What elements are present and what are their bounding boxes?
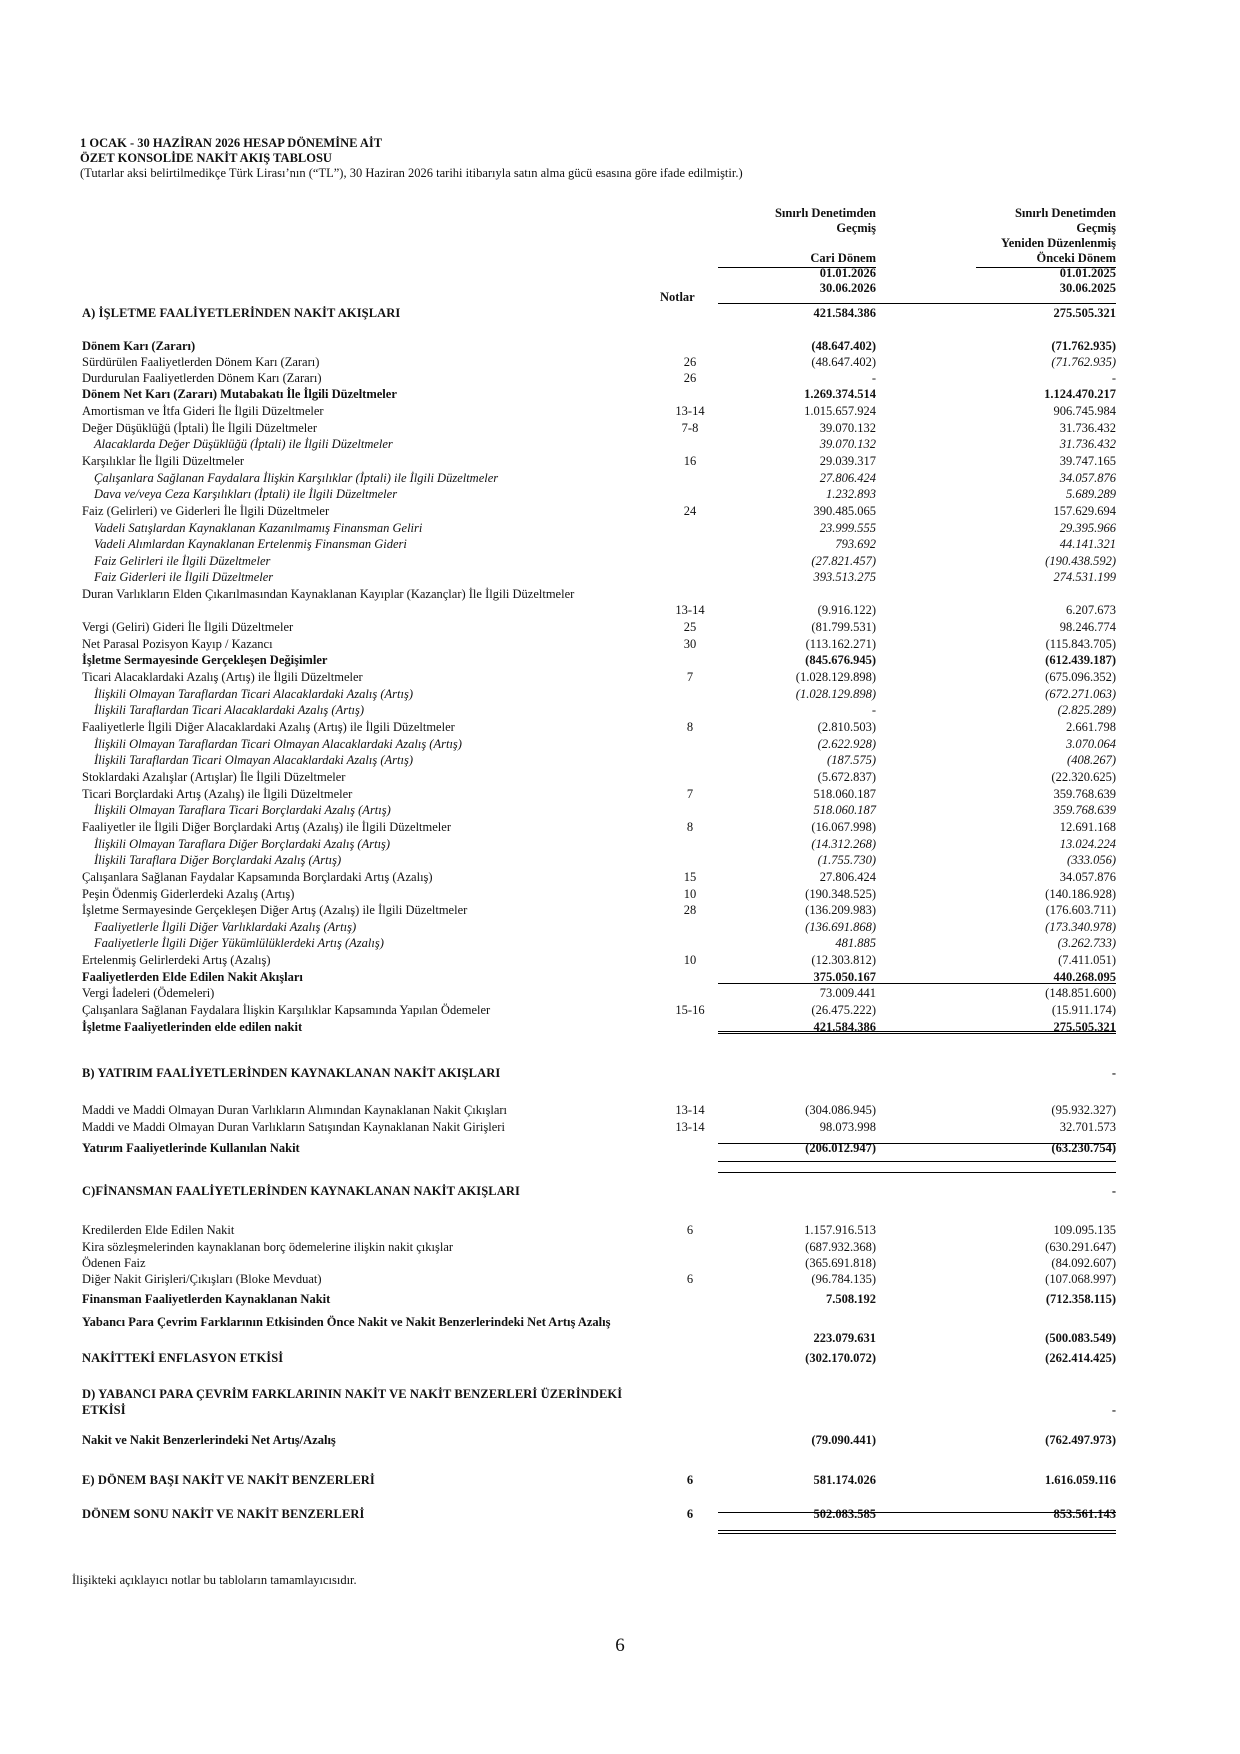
table-row	[0, 420, 1240, 436]
row-label: Stoklardaki Azalışlar (Artışlar) İle İlgili Düzeltmeler	[82, 770, 346, 784]
row-previous-value: (71.762.935)	[1051, 355, 1116, 369]
row-current-value: (1.028.129.898)	[795, 687, 876, 701]
table-row	[0, 869, 1240, 885]
header-period: 1 OCAK - 30 HAZİRAN 2026 HESAP DÖNEMİNE AİT	[80, 136, 383, 150]
row-current-value: (81.799.531)	[811, 620, 876, 634]
table-row	[0, 1222, 1240, 1238]
row-current-value: (12.303.812)	[811, 953, 876, 967]
current-period-label: Cari Dönem	[810, 251, 876, 265]
row-current-value: (79.090.441)	[811, 1433, 876, 1447]
row-previous-value: (712.358.115)	[1045, 1292, 1116, 1306]
row-label: Alacaklarda Değer Düşüklüğü (İptali) ile İlgili Düzeltmeler	[94, 437, 393, 451]
row-current-value: 1.269.374.514	[804, 387, 876, 401]
table-row	[0, 1255, 1240, 1271]
investing-rule-bottom-2	[718, 1172, 1116, 1173]
row-label: E) DÖNEM BAŞI NAKİT VE NAKİT BENZERLERİ	[82, 1473, 375, 1487]
row-note: 24	[683, 504, 697, 518]
row-current-value: (187.575)	[827, 753, 876, 767]
row-label: Ödenen Faiz	[82, 1256, 146, 1270]
row-label: Faaliyetlerle İlgili Diğer Yükümlülüklerdeki Artış (Azalış)	[94, 936, 384, 950]
row-label: Sürdürülen Faaliyetlerden Dönem Karı (Zararı)	[82, 355, 320, 369]
row-note: 15	[683, 870, 697, 884]
row-note: 26	[683, 355, 697, 369]
row-note: 13-14	[675, 603, 705, 617]
table-row	[0, 354, 1240, 370]
row-label: İlişkili Taraflardan Ticari Olmayan Alacaklardaki Azalış (Artış)	[94, 753, 413, 767]
row-note: 6	[686, 1507, 694, 1521]
row-label: Durdurulan Faaliyetlerden Dönem Karı (Zararı)	[82, 371, 322, 385]
row-current-value: (2.810.503)	[817, 720, 876, 734]
row-previous-value: (262.414.425)	[1045, 1351, 1116, 1365]
row-current-value: 39.070.132	[819, 421, 876, 435]
row-label: Finansman Faaliyetlerden Kaynaklanan Nakit	[82, 1292, 331, 1306]
table-row	[0, 1291, 1240, 1307]
row-label: Ertelenmiş Gelirlerdeki Artış (Azalış)	[82, 953, 271, 967]
table-row	[0, 1183, 1240, 1199]
row-current-value: 23.999.555	[819, 521, 876, 535]
page-number: 6	[615, 1635, 625, 1656]
closing-rule-bottom-2	[718, 1533, 1116, 1534]
table-row	[0, 403, 1240, 419]
row-label: İşletme Sermayesinde Gerçekleşen Diğer Artış (Azalış) ile İlgili Düzeltmeler	[82, 903, 468, 917]
row-label: Yatırım Faaliyetlerinde Kullanılan Nakit	[82, 1141, 300, 1155]
row-label: Duran Varlıkların Elden Çıkarılmasından Kaynaklanan Kayıplar (Kazançlar) İle İlgili Düzeltmeler	[82, 587, 575, 601]
row-current-value: 1.015.657.924	[804, 404, 876, 418]
table-row	[0, 1506, 1240, 1522]
row-previous-value: 98.246.774	[1059, 620, 1116, 634]
row-note: 7	[686, 670, 694, 684]
row-current-value: 29.039.317	[819, 454, 876, 468]
row-label: Vergi (Geliri) Gideri İle İlgili Düzeltmeler	[82, 620, 294, 634]
row-current-value: 27.806.424	[819, 870, 876, 884]
table-row	[0, 802, 1240, 818]
row-previous-value: 109.095.135	[1053, 1223, 1116, 1237]
row-current-value: (302.170.072)	[805, 1351, 876, 1365]
row-current-value: (1.755.730)	[817, 853, 876, 867]
table-row	[0, 536, 1240, 552]
row-previous-value: (84.092.607)	[1051, 1256, 1116, 1270]
table-row	[0, 702, 1240, 718]
row-previous-value: (2.825.289)	[1057, 703, 1116, 717]
row-previous-value: (612.439.187)	[1045, 653, 1116, 667]
row-previous-value: (500.083.549)	[1045, 1331, 1116, 1345]
table-row	[0, 1472, 1240, 1488]
row-previous-value: (333.056)	[1067, 853, 1116, 867]
row-previous-value: 6.207.673	[1066, 603, 1116, 617]
row-previous-value: (107.068.997)	[1045, 1272, 1116, 1286]
current-audit-line2: Geçmiş	[836, 221, 876, 235]
notes-column-header: Notlar	[660, 290, 695, 304]
row-note: 10	[683, 887, 697, 901]
row-current-value: 39.070.132	[819, 437, 876, 451]
table-row	[0, 386, 1240, 402]
table-row	[0, 1119, 1240, 1135]
subtotal-rule	[718, 983, 1116, 984]
row-current-value: (304.086.945)	[805, 1103, 876, 1117]
row-current-value: (113.162.271)	[805, 637, 876, 651]
row-current-value: (365.691.818)	[805, 1256, 876, 1270]
row-previous-value: (95.932.327)	[1051, 1103, 1116, 1117]
row-label: Kredilerden Elde Edilen Nakit	[82, 1223, 235, 1237]
row-label: İlişkili Olmayan Taraflardan Ticari Olmayan Alacaklardaki Azalış (Artış)	[94, 737, 462, 751]
row-label: Çalışanlara Sağlanan Faydalara İlişkin Karşılıklar Kapsamında Yapılan Ödemeler	[82, 1003, 491, 1017]
row-label: Faaliyetler ile İlgili Diğer Borçlardaki Artış (Azalış) ile İlgili Düzeltmeler	[82, 820, 451, 834]
row-current-value: 393.513.275	[813, 570, 876, 584]
row-current-value: 793.692	[835, 537, 876, 551]
row-previous-value: (762.497.973)	[1045, 1433, 1116, 1447]
row-previous-value: 31.736.432	[1059, 421, 1116, 435]
row-note: 16	[683, 454, 697, 468]
row-current-value: -	[871, 371, 876, 385]
row-previous-value: 44.141.321	[1059, 537, 1116, 551]
row-label: Faaliyetlerden Elde Edilen Nakit Akışları	[82, 970, 303, 984]
row-label: C)FİNANSMAN FAALİYETLERİNDEN KAYNAKLANAN NAKİT AKIŞLARI	[82, 1184, 520, 1198]
row-current-value: (206.012.947)	[805, 1141, 876, 1155]
investing-rule-top	[718, 1143, 1116, 1144]
row-label: Değer Düşüklüğü (İptali) İle İlgili Düzeltmeler	[82, 421, 317, 435]
row-note: 28	[683, 903, 697, 917]
row-label: İlişkili Olmayan Taraflara Ticari Borçlardaki Azalış (Artış)	[94, 803, 391, 817]
previous-period-start: 01.01.2025	[1059, 266, 1116, 280]
row-previous-value: 275.505.321	[1053, 306, 1116, 320]
row-current-value: (1.028.129.898)	[795, 670, 876, 684]
row-label: Peşin Ödenmiş Giderlerdeki Azalış (Artış)	[82, 887, 295, 901]
row-previous-value: (148.851.600)	[1045, 986, 1116, 1000]
header-title: ÖZET KONSOLİDE NAKİT AKIŞ TABLOSU	[80, 151, 332, 165]
row-current-value: (845.676.945)	[805, 653, 876, 667]
row-current-value: (16.067.998)	[811, 820, 876, 834]
row-previous-value: -	[1111, 1403, 1116, 1417]
table-row	[0, 1350, 1240, 1366]
table-row	[0, 836, 1240, 852]
row-previous-value: 274.531.199	[1053, 570, 1116, 584]
table-row	[0, 719, 1240, 735]
row-label: Yabancı Para Çevrim Farklarının Etkisinden Önce Nakit ve Nakit Benzerlerindeki Net Artış Azalış	[82, 1315, 611, 1329]
row-note: 6	[686, 1223, 694, 1237]
row-current-value: 421.584.386	[813, 1020, 876, 1034]
table-row	[0, 553, 1240, 569]
row-previous-value: 31.736.432	[1059, 437, 1116, 451]
table-row	[0, 652, 1240, 668]
row-label: Vadeli Satışlardan Kaynaklanan Kazanılmamış Finansman Geliri	[94, 521, 423, 535]
row-previous-value: (672.271.063)	[1045, 687, 1116, 701]
row-previous-value: 29.395.966	[1059, 521, 1116, 535]
row-current-value: 98.073.998	[819, 1120, 876, 1134]
table-row	[0, 619, 1240, 635]
row-previous-value: (22.320.625)	[1051, 770, 1116, 784]
table-row	[0, 919, 1240, 935]
row-current-value: 223.079.631	[813, 1331, 876, 1345]
header-note: (Tutarlar aksi belirtilmedikçe Türk Lirası’nın (“TL”), 30 Haziran 2026 tarihi itibarıyla satın alma gücü esasına göre ifade edilmiştir.)	[80, 166, 743, 180]
row-previous-value: 39.747.165	[1059, 454, 1116, 468]
row-label: D) YABANCI PARA ÇEVRİM FARKLARININ NAKİT VE NAKİT BENZERLERİ ÜZERİNDEKİ ETKİSİ	[82, 1387, 623, 1417]
table-row	[0, 569, 1240, 585]
row-note: 7-8	[681, 421, 699, 435]
table-row	[0, 1102, 1240, 1118]
row-previous-value: (71.762.935)	[1051, 339, 1116, 353]
row-previous-value: 12.691.168	[1059, 820, 1116, 834]
row-note: 13-14	[675, 404, 705, 418]
row-current-value: (9.916.122)	[817, 603, 876, 617]
row-label: NAKİTTEKİ ENFLASYON ETKİSİ	[82, 1351, 284, 1365]
row-label: Çalışanlara Sağlanan Faydalar Kapsamında Borçlardaki Artış (Azalış)	[82, 870, 433, 884]
previous-audit-line1: Sınırlı Denetimden	[1014, 206, 1116, 220]
row-note: 13-14	[675, 1103, 705, 1117]
row-previous-value: 1.616.059.116	[1044, 1473, 1116, 1487]
operating-total-rule-2	[718, 1033, 1116, 1034]
row-current-value: 481.885	[835, 936, 876, 950]
row-current-value: (27.821.457)	[811, 554, 876, 568]
row-current-value: (14.312.268)	[811, 837, 876, 851]
row-current-value: 7.508.192	[826, 1292, 876, 1306]
current-audit-line1: Sınırlı Denetimden	[774, 206, 876, 220]
row-label: İlişkili Taraflardan Ticari Alacaklardaki Azalış (Artış)	[94, 703, 365, 717]
row-previous-value: (675.096.352)	[1045, 670, 1116, 684]
row-label: Diğer Nakit Girişleri/Çıkışları (Bloke Mevduat)	[82, 1272, 322, 1286]
table-row	[0, 769, 1240, 785]
table-row	[0, 305, 1240, 321]
table-row	[0, 752, 1240, 768]
table-row	[0, 935, 1240, 951]
row-previous-value: (408.267)	[1067, 753, 1116, 767]
table-row	[0, 1432, 1240, 1448]
table-row	[0, 1271, 1240, 1287]
footnote: İlişikteki açıklayıcı notlar bu tabloların tamamlayıcısıdır.	[72, 1573, 357, 1587]
row-label: Amortisman ve İtfa Gideri İle İlgili Düzeltmeler	[82, 404, 324, 418]
table-row	[0, 1314, 1240, 1346]
investing-rule-bottom	[718, 1161, 1116, 1162]
row-current-value: 1.232.893	[826, 487, 876, 501]
row-current-value: 502.083.585	[813, 1507, 876, 1521]
row-note: 6	[686, 1272, 694, 1286]
row-previous-value: 853.561.143	[1053, 1507, 1116, 1521]
row-label: Ticari Alacaklardaki Azalış (Artış) ile İlgili Düzeltmeler	[82, 670, 363, 684]
table-row	[0, 338, 1240, 354]
row-label: Nakit ve Nakit Benzerlerindeki Net Artış/Azalış	[82, 1433, 336, 1447]
row-previous-value: 34.057.876	[1059, 870, 1116, 884]
row-previous-value: (190.438.592)	[1045, 554, 1116, 568]
row-label: İlişkili Olmayan Taraflara Diğer Borçlardaki Azalış (Artış)	[94, 837, 391, 851]
row-previous-value: 1.124.470.217	[1044, 387, 1116, 401]
row-label: Ticari Borçlardaki Artış (Azalış) ile İlgili Düzeltmeler	[82, 787, 353, 801]
row-previous-value: 13.024.224	[1059, 837, 1116, 851]
row-note: 6	[686, 1473, 694, 1487]
row-label: Net Parasal Pozisyon Kayıp / Kazancı	[82, 637, 273, 651]
row-label: Dönem Karı (Zararı)	[82, 339, 196, 353]
row-current-value: (2.622.928)	[817, 737, 876, 751]
row-label: Faaliyetlerle İlgili Diğer Varlıklardaki Azalış (Artış)	[94, 920, 357, 934]
row-note: 8	[686, 820, 694, 834]
row-current-value: -	[871, 703, 876, 717]
row-label: Faiz Gelirleri ile İlgili Düzeltmeler	[94, 554, 271, 568]
previous-audit-line2: Geçmiş	[1076, 221, 1116, 235]
row-note: 8	[686, 720, 694, 734]
table-row	[0, 1386, 1240, 1418]
previous-restated-label: Yeniden Düzenlenmiş	[1001, 236, 1116, 250]
row-previous-value: 440.268.095	[1053, 970, 1116, 984]
closing-rule-top	[718, 1512, 1116, 1513]
row-previous-value: 32.701.573	[1059, 1120, 1116, 1134]
row-previous-value: (15.911.174)	[1051, 1003, 1116, 1017]
row-current-value: (96.784.135)	[811, 1272, 876, 1286]
row-previous-value: 34.057.876	[1059, 471, 1116, 485]
table-row	[0, 436, 1240, 452]
row-previous-value: 275.505.321	[1053, 1020, 1116, 1034]
row-previous-value: (7.411.051)	[1058, 953, 1116, 967]
row-current-value: (136.209.983)	[805, 903, 876, 917]
table-row	[0, 1239, 1240, 1255]
table-row	[0, 886, 1240, 902]
current-period-end: 30.06.2026	[819, 281, 876, 295]
row-previous-value: (63.230.754)	[1051, 1141, 1116, 1155]
row-label: İlişkili Olmayan Taraflardan Ticari Alacaklardaki Azalış (Artış)	[94, 687, 413, 701]
table-row	[0, 586, 1240, 618]
row-previous-value: (3.262.733)	[1057, 936, 1116, 950]
table-row	[0, 486, 1240, 502]
table-row	[0, 786, 1240, 802]
row-label: DÖNEM SONU NAKİT VE NAKİT BENZERLERİ	[82, 1507, 365, 1521]
table-row	[0, 370, 1240, 386]
table-row	[0, 985, 1240, 1001]
row-label: Çalışanlara Sağlanan Faydalara İlişkin Karşılıklar (İptali) ile İlgili Düzeltmeler	[94, 471, 499, 485]
row-label: Maddi ve Maddi Olmayan Duran Varlıkların Alımından Kaynaklanan Nakit Çıkışları	[82, 1103, 508, 1117]
previous-period-label: Önceki Dönem	[1036, 251, 1116, 265]
row-current-value: 518.060.187	[813, 787, 876, 801]
row-note: 13-14	[675, 1120, 705, 1134]
row-label: Faaliyetlerle İlgili Diğer Alacaklardaki Azalış (Artış) ile İlgili Düzeltmeler	[82, 720, 455, 734]
row-current-value: 27.806.424	[819, 471, 876, 485]
current-period-start: 01.01.2026	[819, 266, 876, 280]
row-previous-value: 5.689.289	[1066, 487, 1116, 501]
row-previous-value: 359.768.639	[1053, 803, 1116, 817]
row-label: İşletme Faaliyetlerinden elde edilen nakit	[82, 1020, 303, 1034]
row-previous-value: 906.745.984	[1053, 404, 1116, 418]
row-previous-value: (115.843.705)	[1045, 637, 1116, 651]
row-current-value: (190.348.525)	[805, 887, 876, 901]
table-row	[0, 902, 1240, 918]
row-previous-value: (140.186.928)	[1045, 887, 1116, 901]
row-note: 26	[683, 371, 697, 385]
row-current-value: (48.647.402)	[811, 339, 876, 353]
row-current-value: 518.060.187	[813, 803, 876, 817]
row-note: 10	[683, 953, 697, 967]
closing-rule-bottom	[718, 1530, 1116, 1531]
row-label: Kira sözleşmelerinden kaynaklanan borç ödemelerine ilişkin nakit çıkışlar	[82, 1240, 454, 1254]
table-row	[0, 952, 1240, 968]
row-label: Vergi İadeleri (Ödemeleri)	[82, 986, 215, 1000]
row-note: 15-16	[675, 1003, 705, 1017]
row-label: Karşılıklar İle İlgili Düzeltmeler	[82, 454, 245, 468]
table-row	[0, 453, 1240, 469]
table-row	[0, 1065, 1240, 1081]
table-row	[0, 1002, 1240, 1018]
row-label: İşletme Sermayesinde Gerçekleşen Değişimler	[82, 653, 328, 667]
table-row	[0, 520, 1240, 536]
row-current-value: (687.932.368)	[805, 1240, 876, 1254]
row-label: Faiz (Gelirleri) ve Giderleri İle İlgili Düzeltmeler	[82, 504, 330, 518]
row-label: Vadeli Alımlardan Kaynaklanan Ertelenmiş Finansman Gideri	[94, 537, 407, 551]
table-row	[0, 503, 1240, 519]
table-row	[0, 669, 1240, 685]
table-row	[0, 686, 1240, 702]
row-note: 30	[683, 637, 697, 651]
row-previous-value: 3.070.064	[1066, 737, 1116, 751]
previous-period-end: 30.06.2025	[1059, 281, 1116, 295]
row-current-value: (26.475.222)	[811, 1003, 876, 1017]
row-previous-value: -	[1111, 371, 1116, 385]
operating-total-rule	[718, 1031, 1116, 1032]
row-label: Faiz Giderleri ile İlgili Düzeltmeler	[94, 570, 274, 584]
row-current-value: (5.672.837)	[817, 770, 876, 784]
row-label: B) YATIRIM FAALİYETLERİNDEN KAYNAKLANAN NAKİT AKIŞLARI	[82, 1066, 501, 1080]
row-label: A) İŞLETME FAALİYETLERİNDEN NAKİT AKIŞLARI	[82, 306, 401, 320]
row-label: Dönem Net Karı (Zararı) Mutabakatı İle İlgili Düzeltmeler	[82, 387, 397, 401]
table-row	[0, 736, 1240, 752]
row-label: Dava ve/veya Ceza Karşılıkları (İptali) ile İlgili Düzeltmeler	[94, 487, 398, 501]
row-previous-value: 157.629.694	[1053, 504, 1116, 518]
row-note: 25	[683, 620, 697, 634]
row-previous-value: (173.340.978)	[1045, 920, 1116, 934]
row-current-value: 73.009.441	[819, 986, 876, 1000]
row-label: Maddi ve Maddi Olmayan Duran Varlıkların Satışından Kaynaklanan Nakit Girişleri	[82, 1120, 505, 1134]
row-current-value: 1.157.916.513	[804, 1223, 876, 1237]
row-previous-value: -	[1111, 1184, 1116, 1198]
row-previous-value: (176.603.711)	[1045, 903, 1116, 917]
row-current-value: (136.691.868)	[805, 920, 876, 934]
row-previous-value: 2.661.798	[1066, 720, 1116, 734]
row-previous-value: 359.768.639	[1053, 787, 1116, 801]
table-row	[0, 470, 1240, 486]
table-row	[0, 636, 1240, 652]
row-note: 7	[686, 787, 694, 801]
table-row	[0, 852, 1240, 868]
row-current-value: 581.174.026	[813, 1473, 876, 1487]
row-previous-value: (630.291.647)	[1045, 1240, 1116, 1254]
row-previous-value: -	[1111, 1066, 1116, 1080]
row-current-value: (48.647.402)	[811, 355, 876, 369]
row-current-value: 421.584.386	[813, 306, 876, 320]
table-row	[0, 819, 1240, 835]
row-current-value: 390.485.065	[813, 504, 876, 518]
row-label: İlişkili Taraflara Diğer Borçlardaki Azalış (Artış)	[94, 853, 342, 867]
row-current-value: 375.050.167	[813, 970, 876, 984]
